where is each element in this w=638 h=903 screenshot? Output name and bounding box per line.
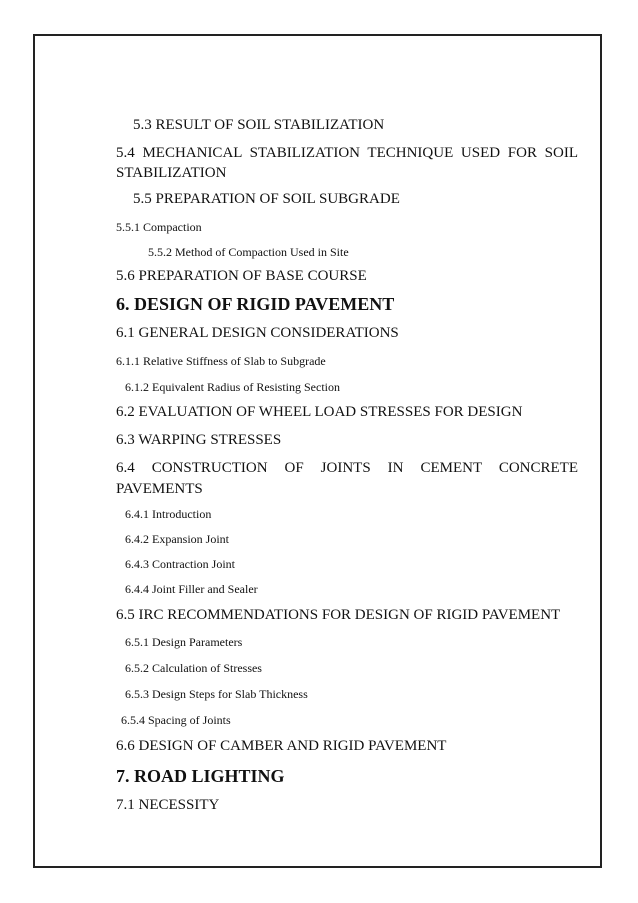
toc-entry-6-3: 6.3 WARPING STRESSES: [116, 432, 282, 448]
toc-entry-6-5-3: 6.5.3 Design Steps for Slab Thickness: [125, 687, 308, 701]
toc-entry-6-5: 6.5 IRC RECOMMENDATIONS FOR DESIGN OF RIGID PAVEMENT: [116, 607, 561, 623]
toc-entry-6-1-2: 6.1.2 Equivalent Radius of Resisting Section: [125, 380, 340, 394]
toc-entry-6-4-1: 6.4.1 Introduction: [125, 507, 212, 521]
toc-entry-6-5-2: 6.5.2 Calculation of Stresses: [125, 661, 262, 675]
toc-entry-6-5-1: 6.5.1 Design Parameters: [125, 635, 243, 649]
toc-entry-6-4-2: 6.4.2 Expansion Joint: [125, 532, 229, 546]
toc-entry-5-6: 5.6 PREPARATION OF BASE COURSE: [116, 268, 367, 284]
toc-entry-7-1: 7.1 NECESSITY: [116, 797, 220, 813]
toc-entry-6-1-1: 6.1.1 Relative Stiffness of Slab to Subgrade: [116, 354, 326, 368]
toc-entry-5-5: 5.5 PREPARATION OF SOIL SUBGRADE: [133, 191, 400, 207]
toc-entry-5-5-1: 5.5.1 Compaction: [116, 220, 202, 234]
toc-entry-6-6: 6.6 DESIGN OF CAMBER AND RIGID PAVEMENT: [116, 738, 447, 754]
toc-entry-6-5-4: 6.5.4 Spacing of Joints: [121, 713, 231, 727]
toc-chapter-7: 7. ROAD LIGHTING: [116, 766, 285, 786]
toc-entry-5-5-2: 5.5.2 Method of Compaction Used in Site: [148, 245, 349, 259]
toc-entry-5-3: 5.3 RESULT OF SOIL STABILIZATION: [133, 117, 385, 133]
toc-entry-6-4: 6.4 CONSTRUCTION OF JOINTS IN CEMENT CONCRETE PAVEMENTS: [116, 460, 578, 497]
toc-entry-6-4-3: 6.4.3 Contraction Joint: [125, 557, 235, 571]
toc-entry-6-1: 6.1 GENERAL DESIGN CONSIDERATIONS: [116, 325, 399, 341]
toc-entry-6-4-4: 6.4.4 Joint Filler and Sealer: [125, 582, 258, 596]
toc-entry-5-4: 5.4 MECHANICAL STABILIZATION TECHNIQUE USED FOR SOIL STABILIZATION: [116, 145, 578, 181]
toc-entry-6-2: 6.2 EVALUATION OF WHEEL LOAD STRESSES FOR DESIGN: [116, 404, 523, 420]
toc-chapter-6: 6. DESIGN OF RIGID PAVEMENT: [116, 294, 395, 314]
